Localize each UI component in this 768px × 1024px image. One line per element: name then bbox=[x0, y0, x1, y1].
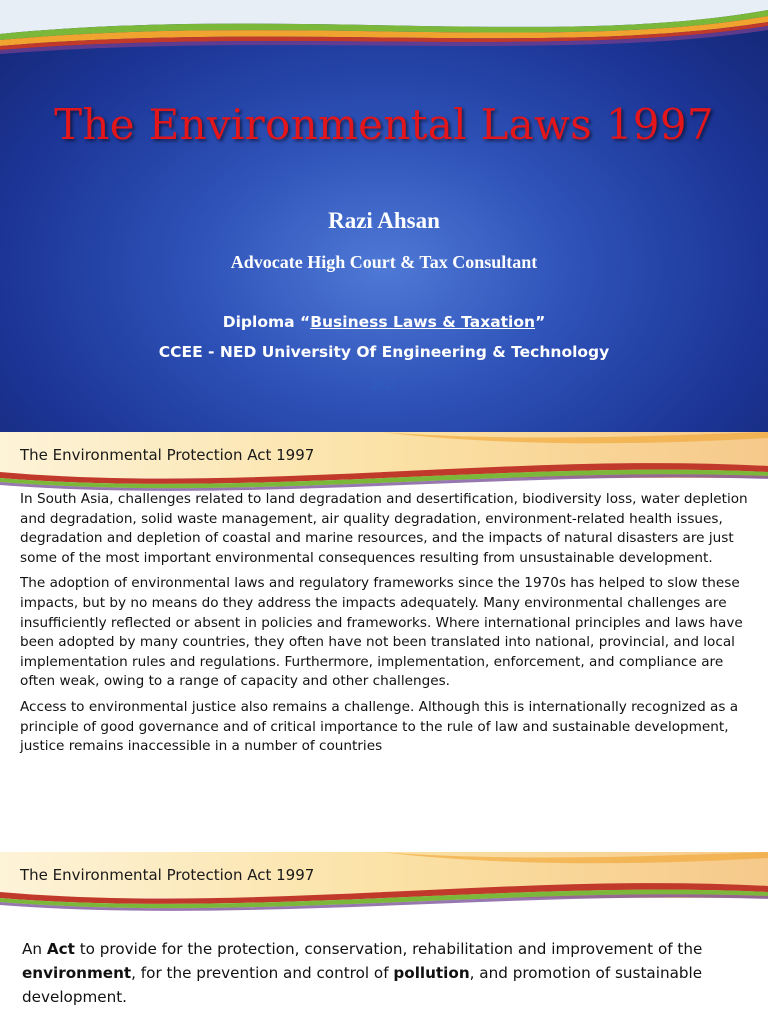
slide-body bbox=[20, 490, 755, 763]
decorative-swoosh bbox=[0, 0, 768, 70]
diploma-prefix: Diploma “ bbox=[222, 313, 311, 331]
bold-term-act: Act bbox=[46, 940, 75, 958]
body-text: An bbox=[22, 940, 47, 958]
bold-term-environment: environment bbox=[22, 964, 132, 982]
paragraph: In South Asia, challenges related to land degradation and desertification, biodiversity loss, water depletion and degradation, solid waste management, air quality degradation, environment-related health issues, degradation and depletion of coastal and marine resources, and the impacts of natural disasters are just some of the most important environmental consequences resulting from unsustainable development. bbox=[20, 491, 748, 566]
diploma-course-link[interactable]: Business Laws & Taxation bbox=[310, 313, 536, 331]
body-text: , for the prevention and control of bbox=[131, 964, 394, 982]
content-slide-1 bbox=[0, 432, 768, 852]
author-name: Razi Ahsan bbox=[328, 208, 440, 233]
paragraph: The adoption of environmental laws and regulatory frameworks since the 1970s has helped to slow these impacts, but by no means do they address the impacts adequately. Many environmental challenges are insufficiently reflected or absent in policies and frameworks. Where international principles and laws have been adopted by many countries, they often have not been translated into national, provincial, and local implementation rules and regulations. Furthermore, implementation, enforcement, and compliance are often weak, owing to a range of capacity and other challenges. bbox=[20, 575, 743, 690]
diploma-suffix: ” bbox=[535, 313, 546, 331]
slide-heading: The Environmental Protection Act 1997 bbox=[20, 446, 315, 464]
institution-name: CCEE - NED University Of Engineering & Technology bbox=[158, 343, 610, 361]
paragraph: Access to environmental justice also remains a challenge. Although this is internationally recognized as a principle of good governance and of critical importance to the rule of law and sustainable development, justice remains inaccessible in a number of countries bbox=[20, 698, 739, 755]
title-slide bbox=[0, 0, 768, 432]
slide-heading: The Environmental Protection Act 1997 bbox=[20, 866, 315, 884]
body-text: , and promotion of sustainable development. bbox=[22, 964, 703, 1006]
presentation-title: The Environmental Laws 1997 bbox=[54, 100, 714, 149]
author-role: Advocate High Court & Tax Consultant bbox=[230, 252, 538, 272]
content-slide-2 bbox=[0, 852, 768, 1024]
bold-term-pollution: pollution bbox=[393, 964, 470, 982]
year-label: 2021 bbox=[371, 377, 397, 392]
body-text: to provide for the protection, conservation, rehabilitation and improvement of the bbox=[74, 940, 703, 958]
slide-body bbox=[22, 937, 752, 1009]
diploma-line bbox=[0, 313, 768, 331]
